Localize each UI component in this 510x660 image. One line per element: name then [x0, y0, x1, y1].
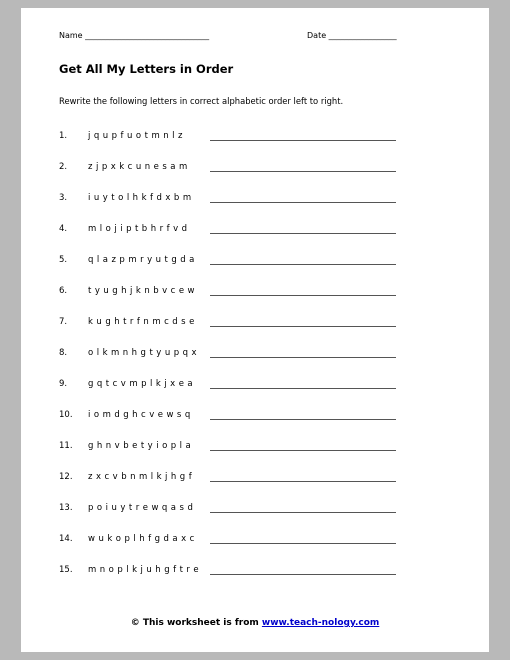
- scrambled-letters: i u y t o l h k f d x b m: [88, 193, 192, 203]
- answer-blank: [210, 233, 396, 234]
- answer-blank: [210, 295, 396, 296]
- exercise-row: [21, 534, 489, 548]
- answer-blank: [210, 450, 396, 451]
- exercise-row: [21, 441, 489, 455]
- scrambled-letters: z x c v b n m l k j h g f: [88, 472, 193, 482]
- answer-blank: [210, 388, 396, 389]
- answer-blank: [210, 357, 396, 358]
- answer-blank: [210, 326, 396, 327]
- name-field-label: Name _______________________________: [59, 31, 210, 40]
- exercise-row: [21, 131, 489, 145]
- scrambled-letters: p o i u y t r e w q a s d: [88, 503, 194, 513]
- exercise-row: [21, 317, 489, 331]
- exercise-row: [21, 348, 489, 362]
- scrambled-letters: o l k m n h g t y u p q x: [88, 348, 197, 358]
- scrambled-letters: g h n v b e t y i o p l a: [88, 441, 192, 451]
- answer-blank: [210, 171, 396, 172]
- exercise-number: 3.: [59, 193, 68, 203]
- exercise-row: [21, 503, 489, 517]
- exercise-number: 8.: [59, 348, 68, 358]
- exercise-number: 7.: [59, 317, 68, 327]
- answer-blank: [210, 512, 396, 513]
- exercise-number: 12.: [59, 472, 73, 482]
- instructions-text: Rewrite the following letters in correct alphabetic order left to right.: [59, 96, 344, 106]
- exercise-number: 5.: [59, 255, 68, 265]
- exercise-row: [21, 472, 489, 486]
- exercise-row: [21, 162, 489, 176]
- answer-blank: [210, 574, 396, 575]
- exercise-number: 2.: [59, 162, 68, 172]
- exercise-number: 15.: [59, 565, 73, 575]
- footer-prefix: © This worksheet is from: [130, 618, 259, 628]
- exercise-row: [21, 379, 489, 393]
- exercise-number: 11.: [59, 441, 73, 451]
- exercise-number: 10.: [59, 410, 73, 420]
- exercise-row: [21, 193, 489, 207]
- worksheet-title: Get All My Letters in Order: [59, 62, 234, 76]
- exercise-number: 4.: [59, 224, 68, 234]
- scrambled-letters: z j p x k c u n e s a m: [88, 162, 188, 172]
- exercise-row: [21, 224, 489, 238]
- scrambled-letters: j q u p f u o t m n l z: [88, 131, 183, 141]
- exercise-row: [21, 565, 489, 579]
- date-field-label: Date _________________: [307, 31, 397, 40]
- answer-blank: [210, 481, 396, 482]
- exercise-row: [21, 286, 489, 300]
- answer-blank: [210, 140, 396, 141]
- exercise-number: 14.: [59, 534, 73, 544]
- footer-credit: [21, 618, 489, 628]
- scrambled-letters: m n o p l k j u h g f t r e: [88, 565, 200, 575]
- exercise-number: 1.: [59, 131, 68, 141]
- exercise-number: 6.: [59, 286, 68, 296]
- answer-blank: [210, 419, 396, 420]
- answer-blank: [210, 202, 396, 203]
- footer-link[interactable]: www.teach-nology.com: [261, 618, 380, 628]
- scrambled-letters: q l a z p m r y u t g d a: [88, 255, 195, 265]
- scrambled-letters: w u k o p l h f g d a x c: [88, 534, 195, 544]
- scrambled-letters: g q t c v m p l k j x e a: [88, 379, 194, 389]
- answer-blank: [210, 543, 396, 544]
- exercise-number: 9.: [59, 379, 68, 389]
- exercise-row: [21, 410, 489, 424]
- scrambled-letters: m l o j i p t b h r f v d: [88, 224, 188, 234]
- worksheet-page: [21, 8, 489, 652]
- scrambled-letters: i o m d g h c v e w s q: [88, 410, 191, 420]
- exercise-row: [21, 255, 489, 269]
- exercise-number: 13.: [59, 503, 73, 513]
- answer-blank: [210, 264, 396, 265]
- scrambled-letters: k u g h t r f n m c d s e: [88, 317, 195, 327]
- scrambled-letters: t y u g h j k n b v c e w: [88, 286, 195, 296]
